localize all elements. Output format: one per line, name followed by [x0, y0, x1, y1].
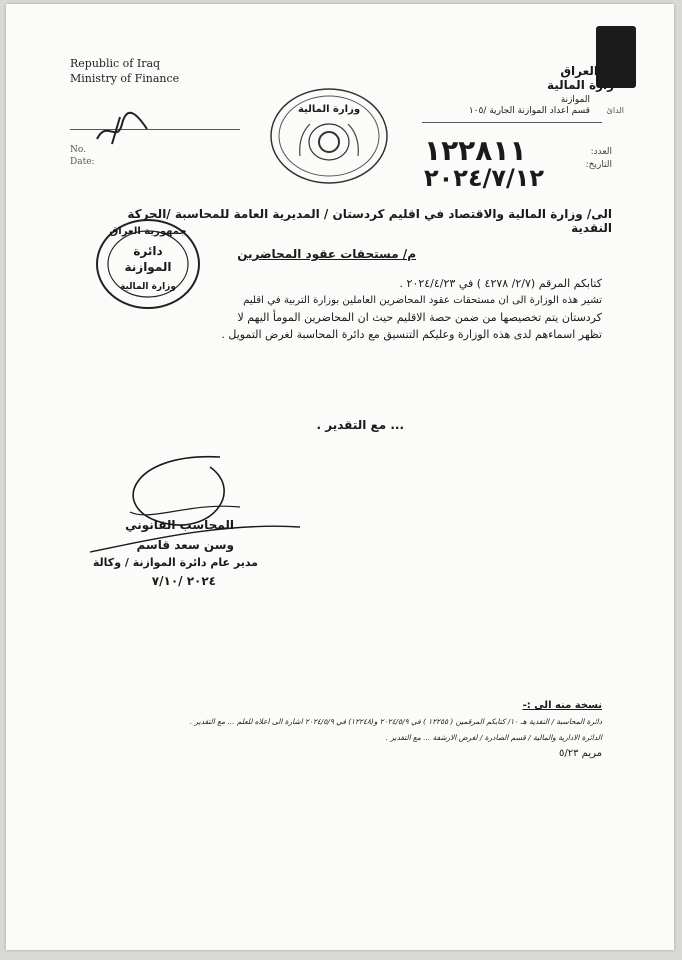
- department-stamp: [94, 216, 202, 312]
- no-label: No.: [70, 145, 86, 155]
- date-label: Date:: [70, 157, 95, 167]
- emblem-text: وزارة المالية: [297, 104, 361, 115]
- copy-to-heading: نسخة منه الى :-: [522, 700, 602, 711]
- header-left-fields: [70, 144, 95, 168]
- header-right-line4: قسم اعداد الموازنة الجارية /١٠٥: [468, 106, 590, 116]
- header-right-prefix: الدائ: [606, 106, 624, 115]
- header-republic: Republic of Iraq: [70, 57, 161, 70]
- subject-line: م/ مستحقات عقود المحاضرين: [237, 247, 416, 261]
- handwritten-number: ١٢٢٨١١: [424, 134, 527, 167]
- header-right: [547, 64, 614, 92]
- signature-name: وسن سعد قاسم: [136, 538, 234, 552]
- copy-to-line-1: دائرة المحاسبة / النقدية هـ ١٠/ كتابكم المرقمين ( ١٢٢٥٥ ) في ٢٠٢٤/٥/٩ و(١٢٢٤٨) في ٢٠٢٤/٥/٩ اشارة الى اعلاه للعلم ... مع التقدير .: [189, 717, 602, 726]
- signature-date: ٢٠٢٤ /٧/١٠: [151, 574, 216, 588]
- header-right-line1: ية العراق: [560, 64, 614, 78]
- ministry-emblem: [268, 86, 390, 186]
- stamp-line1: جمهورية العراق: [109, 226, 187, 237]
- number-label: العدد:: [590, 147, 612, 157]
- body-line-1: تشير هذه الوزارة الى ان مستحقات عقود المحاضرين العاملين بوزارة التربية في اقليم: [243, 295, 602, 306]
- letter-page: [6, 4, 674, 950]
- signature-position: مدير عام دائرة الموازنة / وكالة: [92, 556, 258, 569]
- stamp-line2: دائرة: [133, 244, 163, 258]
- body-line-2: كردستان يتم تخصيصها من ضمن حصة الاقليم حيث ان المحاضرين المومأ اليهم لا: [237, 311, 602, 324]
- header-right-line2: زارة المالية: [546, 78, 614, 92]
- header-left: [70, 56, 179, 86]
- signature-title: المحاسب القانوني: [125, 518, 234, 532]
- copy-to-line-2: الدائرة الادارية والمالية / قسم الصادرة / لغرض الارشفة ... مع التقدير .: [385, 733, 602, 742]
- header-right-rule: [422, 122, 602, 123]
- stamp-line3: الموازنة: [124, 260, 172, 274]
- header-ministry: Ministry of Finance: [70, 72, 180, 85]
- date-label-ar: التاريخ:: [585, 160, 612, 170]
- header-right-line3: الموازنة: [560, 95, 590, 105]
- reference-line: كتابكم المرقم (٢/٧/ ٤٢٧٨ ) في ٢٠٢٤/٤/٢٣ .: [399, 277, 602, 290]
- initials-line: مريم ٥/٢٣: [559, 748, 602, 759]
- closing-line: ... مع التقدير .: [316, 418, 404, 432]
- recipient-line: الى/ وزارة المالية والاقتصاد في اقليم كردستان / المديرية العامة للمحاسبة /الحركة النقدية: [127, 207, 612, 235]
- initial-scribble-icon: [92, 109, 152, 149]
- copy-to-list: [2, 716, 602, 744]
- handwritten-date: ٢٠٢٤/٧/١٢: [424, 164, 545, 192]
- emblem-seal-icon: [268, 86, 390, 186]
- stamp-line4: وزارة المالية: [120, 282, 176, 292]
- letter-body: [202, 292, 602, 343]
- body-line-3: تظهر اسماءهم لدى هذه الوزارة وعليكم التنسيق مع دائرة المحاسبة لغرض التمويل .: [221, 328, 602, 341]
